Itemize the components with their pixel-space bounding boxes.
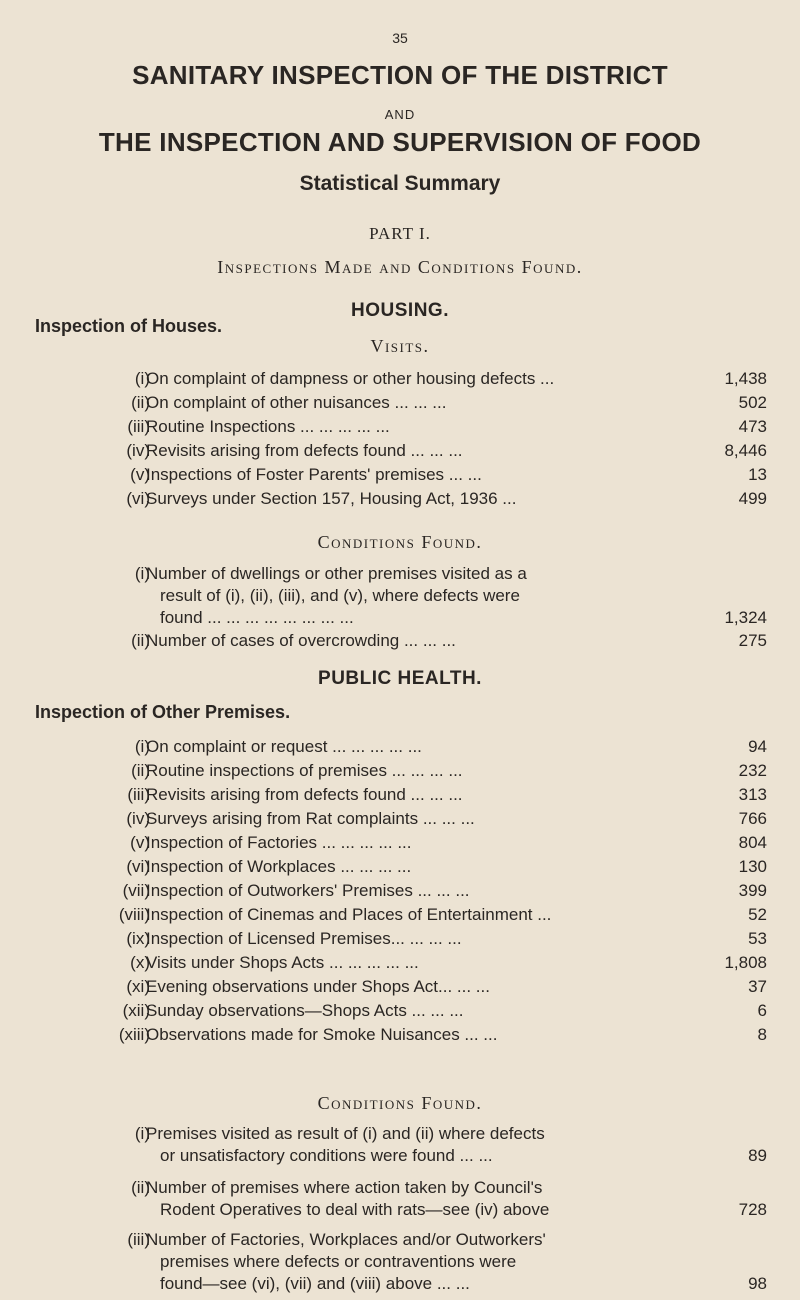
public-health-subheading: Inspection of Other Premises.: [35, 702, 291, 722]
item-number: (i): [134, 564, 150, 583]
item-text: On complaint of dampness or other housing defects ...: [146, 369, 555, 388]
housing-heading: HOUSING.: [351, 300, 449, 321]
summary-heading: Statistical Summary: [299, 172, 501, 195]
item-number: (vii): [122, 881, 150, 900]
item-number: (vi): [126, 857, 150, 876]
item-value: 89: [748, 1146, 767, 1165]
item-text: Inspection of Outworkers' Premises ... ... ...: [146, 881, 470, 900]
item-value: 13: [748, 465, 767, 484]
item-number: (iii): [127, 417, 150, 436]
inspections-heading: Inspections Made and Conditions Found.: [217, 257, 583, 277]
item-text: Routine inspections of premises ... ... ... ...: [146, 761, 463, 780]
item-number: (xii): [122, 1001, 150, 1020]
item-text: Inspections of Foster Parents' premises ... ...: [146, 465, 482, 484]
item-number: (iii): [127, 785, 150, 804]
item-number: (iv): [126, 441, 150, 460]
item-value: 502: [738, 393, 767, 412]
title-and: AND: [384, 107, 416, 122]
item-value: 8: [757, 1025, 767, 1044]
item-number: (iv): [126, 809, 150, 828]
item-number: (v): [130, 465, 150, 484]
item-text: Inspection of Cinemas and Places of Entertainment ...: [146, 905, 552, 924]
item-text: Observations made for Smoke Nuisances ... ...: [146, 1025, 498, 1044]
item-value: 275: [738, 631, 767, 650]
item-number: (ii): [131, 761, 150, 780]
item-value: 804: [738, 833, 767, 852]
item-text-line1: Number of premises where action taken by Council's: [146, 1178, 543, 1197]
item-text-line3: found—see (vi), (vii) and (viii) above ... ...: [160, 1274, 470, 1293]
item-value: 766: [738, 809, 767, 828]
item-text: Inspection of Workplaces ... ... ... ...: [146, 857, 412, 876]
item-number: (v): [130, 833, 150, 852]
item-number: (x): [130, 953, 150, 972]
item-number: (ii): [131, 631, 150, 650]
item-text-line2: Rodent Operatives to deal with rats—see (iv) above: [160, 1200, 550, 1219]
item-value: 232: [738, 761, 767, 780]
item-text-line1: Number of Factories, Workplaces and/or Outworkers': [146, 1230, 546, 1249]
item-value: 8,446: [724, 441, 767, 460]
item-number: (i): [134, 369, 150, 388]
item-text: Inspection of Licensed Premises... ... ... ...: [146, 929, 462, 948]
item-value: 53: [748, 929, 767, 948]
title-line-2: THE INSPECTION AND SUPERVISION OF FOOD: [98, 127, 702, 157]
page-number: 35: [392, 30, 408, 46]
item-number: (ii): [131, 1178, 150, 1197]
item-number: (i): [134, 737, 150, 756]
item-number: (viii): [118, 905, 150, 924]
item-text-line2: or unsatisfactory conditions were found ... ...: [160, 1146, 493, 1165]
item-text: Surveys arising from Rat complaints ... ... ...: [146, 809, 475, 828]
item-text: Inspection of Factories ... ... ... ... ...: [146, 833, 412, 852]
item-value: 98: [748, 1274, 767, 1293]
item-value: 313: [738, 785, 767, 804]
item-text: Surveys under Section 157, Housing Act, 1936 ...: [146, 489, 517, 508]
item-value: 1,324: [724, 608, 767, 627]
item-text-line1: Premises visited as result of (i) and (ii) where defects: [146, 1124, 545, 1143]
item-text-line2: premises where defects or contraventions were: [160, 1252, 517, 1271]
item-value: 399: [738, 881, 767, 900]
item-text: Routine Inspections ... ... ... ... ...: [146, 417, 390, 436]
item-value: 1,438: [724, 369, 767, 388]
item-text: Evening observations under Shops Act... ... ...: [146, 977, 490, 996]
item-value: 728: [738, 1200, 767, 1219]
item-text: Sunday observations—Shops Acts ... ... ...: [146, 1001, 464, 1020]
part-heading: PART I.: [369, 224, 431, 243]
item-value: 1,808: [724, 953, 767, 972]
item-value: 473: [738, 417, 767, 436]
item-value: 37: [748, 977, 767, 996]
visits-heading: Visits.: [370, 336, 430, 356]
item-text: Visits under Shops Acts ... ... ... ... ...: [146, 953, 419, 972]
item-value: 499: [738, 489, 767, 508]
public-health-conditions-heading: Conditions Found.: [317, 1093, 483, 1113]
item-text: Revisits arising from defects found ... ... ...: [146, 785, 463, 804]
item-text: On complaint or request ... ... ... ... ...: [146, 737, 422, 756]
item-text-line2: result of (i), (ii), (iii), and (v), where defects were: [160, 586, 520, 605]
item-text: Revisits arising from defects found ... ... ...: [146, 441, 463, 460]
item-number: (ii): [131, 393, 150, 412]
item-number: (xi): [126, 977, 150, 996]
item-text: On complaint of other nuisances ... ... ...: [146, 393, 447, 412]
item-value: 94: [748, 737, 767, 756]
housing-conditions-heading: Conditions Found.: [317, 532, 483, 552]
item-value: 6: [757, 1001, 767, 1020]
item-text-line3: found ... ... ... ... ... ... ... ...: [160, 608, 354, 627]
item-value: 52: [748, 905, 767, 924]
title-line-1: SANITARY INSPECTION OF THE DISTRICT: [132, 60, 668, 90]
housing-subheading: Inspection of Houses.: [35, 316, 223, 336]
item-text-line1: Number of dwellings or other premises visited as a: [146, 564, 527, 583]
item-text: Number of cases of overcrowding ... ... ...: [146, 631, 456, 650]
item-value: 130: [738, 857, 767, 876]
item-number: (xiii): [118, 1025, 150, 1044]
item-number: (iii): [127, 1230, 150, 1249]
item-number: (ix): [126, 929, 150, 948]
public-health-heading: PUBLIC HEALTH.: [318, 668, 482, 689]
item-number: (vi): [126, 489, 150, 508]
item-number: (i): [134, 1124, 150, 1143]
